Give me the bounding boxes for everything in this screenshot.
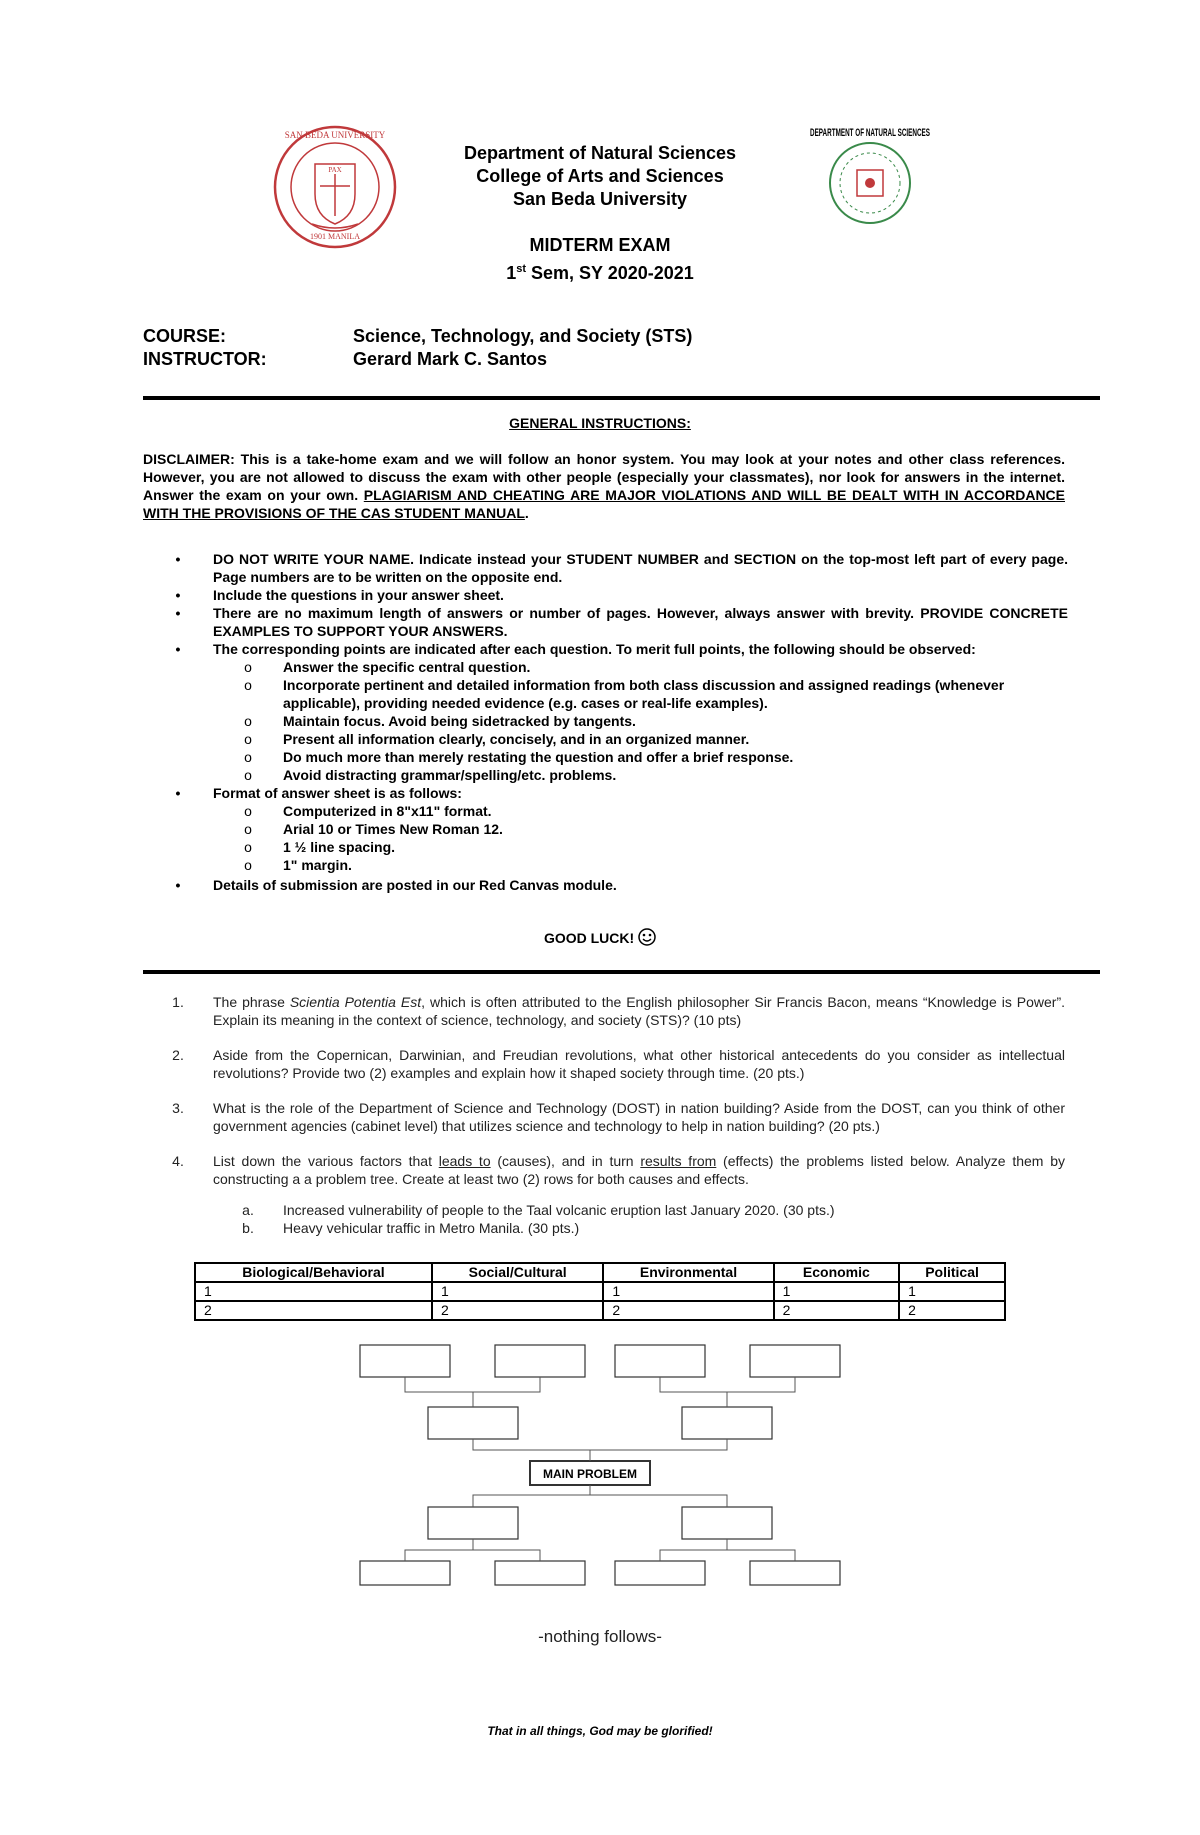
table-header: Economic bbox=[774, 1263, 899, 1282]
list-subitem: o 1 ½ line spacing. bbox=[244, 839, 396, 855]
connector-line bbox=[473, 1485, 727, 1507]
list-subitem: o 1" margin. bbox=[244, 857, 352, 873]
cause-box bbox=[682, 1507, 772, 1539]
problem-tree-diagram bbox=[355, 1335, 855, 1585]
course-value: Science, Technology, and Society (STS) bbox=[353, 326, 693, 346]
table-row bbox=[195, 1282, 1005, 1301]
effect-box bbox=[750, 1345, 840, 1377]
course-info bbox=[143, 325, 692, 371]
question-subitem: a. Increased vulnerability of people to the Taal volcanic eruption last January 2020. (30 pts.) bbox=[242, 1202, 835, 1218]
question-item: 2. Aside from the Copernican, Darwinian, and Freudian revolutions, what other historical antecedents do you consider as intellectual revolutions? Provide two (2) examples and explain how it shaped society through time. (20 pts.) bbox=[172, 1047, 1065, 1081]
table-row bbox=[195, 1301, 1005, 1320]
divider-top bbox=[143, 396, 1100, 400]
footer-motto: That in all things, God may be glorified! bbox=[487, 1724, 713, 1738]
connector-line bbox=[660, 1377, 795, 1407]
connector-line bbox=[660, 1539, 795, 1561]
table-header-row bbox=[195, 1263, 1005, 1282]
cause-box bbox=[615, 1561, 705, 1585]
good-luck-line bbox=[0, 928, 1200, 946]
seal-name-text: SAN BEDA UNIVERSITY bbox=[284, 130, 386, 140]
list-item: • Details of submission are posted in our Red Canvas module. bbox=[175, 877, 617, 893]
connector-line bbox=[405, 1377, 540, 1407]
question-subitem: b. Heavy vehicular traffic in Metro Manila. (30 pts.) bbox=[242, 1220, 580, 1236]
table-header: Political bbox=[899, 1263, 1005, 1282]
divider-bottom bbox=[143, 970, 1100, 974]
table-cell: 2 bbox=[774, 1301, 899, 1320]
list-subitem: o Do much more than merely restating the question and offer a brief response. bbox=[244, 749, 794, 765]
cause-box bbox=[428, 1507, 518, 1539]
table-header: Social/Cultural bbox=[432, 1263, 603, 1282]
question-list bbox=[143, 993, 1065, 1237]
list-item: • The corresponding points are indicated after each question. To merit full points, the following should be observed: bbox=[175, 641, 976, 657]
effect-box bbox=[495, 1345, 585, 1377]
list-subitem: o Present all information clearly, concisely, and in an organized manner. bbox=[244, 731, 750, 747]
table-cell: 1 bbox=[603, 1282, 773, 1301]
department-logo bbox=[805, 118, 935, 248]
list-item: • There are no maximum length of answers or number of pages. However, always answer with brevity. PROVIDE CONCRETE EXAMPLES TO SUPPORT YOUR ANSWERS. bbox=[175, 605, 1068, 639]
effect-box bbox=[428, 1407, 518, 1439]
header-institution bbox=[0, 142, 1200, 211]
disclaimer-label: DISCLAIMER: bbox=[143, 451, 235, 467]
dept-logo-text: DEPARTMENT OF NATURAL SCIENCES bbox=[810, 127, 930, 139]
disclaimer-paragraph: DISCLAIMER: This is a take-home exam and we will follow an honor system. You may look at your notes and other class references. However, you are not allowed to discuss the exam with other people (especially your classmates), nor look for answers in the internet. Answer the exam on your own. PLAGIARISM AND CHEATING ARE MAJOR VIOLATIONS AND WILL BE DEALT WITH IN ACCORDANCE WITH THE PROVISIONS OF THE CAS STUDENT MANUAL. bbox=[143, 451, 1065, 521]
list-subitem: o Maintain focus. Avoid being sidetracked by tangents. bbox=[244, 713, 636, 729]
college-name: College of Arts and Sciences bbox=[476, 166, 724, 186]
list-subitem: o Answer the specific central question. bbox=[244, 659, 531, 675]
instructor-value: Gerard Mark C. Santos bbox=[353, 349, 548, 369]
table-cell: 2 bbox=[195, 1301, 432, 1320]
list-item: • DO NOT WRITE YOUR NAME. Indicate instead your STUDENT NUMBER and SECTION on the top-most left part of every page. Page numbers are to be written on the opposite end. bbox=[175, 551, 1068, 585]
smiley-icon bbox=[638, 928, 656, 946]
list-subitem: o Avoid distracting grammar/spelling/etc. problems. bbox=[244, 767, 617, 783]
table-cell: 2 bbox=[603, 1301, 773, 1320]
question-item: 4. List down the various factors that leads to (causes), and in turn results from (effects) the problems listed below. Analyze them by constructing a a problem tree. Create at least two (2) rows for both causes and effects. bbox=[172, 1153, 1065, 1187]
exam-title: MIDTERM EXAM bbox=[529, 235, 671, 255]
list-item: • Format of answer sheet is as follows: bbox=[175, 785, 462, 801]
table-header: Biological/Behavioral bbox=[195, 1263, 432, 1282]
instructor-label: INSTRUCTOR: bbox=[143, 349, 267, 369]
connector-line bbox=[405, 1539, 540, 1561]
list-subitem: o Computerized in 8"x11" format. bbox=[244, 803, 492, 819]
list-subitem: o Arial 10 or Times New Roman 12. bbox=[244, 821, 503, 837]
table-cell: 2 bbox=[899, 1301, 1005, 1320]
causes-table bbox=[194, 1262, 1006, 1321]
university-name: San Beda University bbox=[512, 189, 688, 209]
cause-box bbox=[750, 1561, 840, 1585]
effect-box bbox=[615, 1345, 705, 1377]
disclaimer-warning: PLAGIARISM AND CHEATING ARE MAJOR VIOLATIONS AND WILL BE DEALT WITH IN ACCORDANCE WITH THE PROVISIONS OF THE CAS STUDENT MANUAL bbox=[143, 487, 1065, 521]
good-luck-text: GOOD LUCK! bbox=[543, 930, 635, 946]
question-item: 3. What is the role of the Department of Science and Technology (DOST) in nation building? Aside from the DOST, can you think of other government agencies (cabinet level) that utilizes science and technology to help in nation building? (20 pts.) bbox=[172, 1100, 1065, 1134]
table-header: Environmental bbox=[603, 1263, 773, 1282]
seal-motto-text: PAX bbox=[328, 166, 342, 174]
table-cell: 1 bbox=[432, 1282, 603, 1301]
table-cell: 1 bbox=[195, 1282, 432, 1301]
effect-box bbox=[360, 1345, 450, 1377]
disclaimer-text: This is a take-home exam and we will follow an honor system. You may look at your notes and other class references. However, you are not allowed to discuss the exam with other people (especially your classmates), nor look for answers in the internet. Answer the exam on your own. bbox=[143, 451, 1065, 503]
department-name: Department of Natural Sciences bbox=[463, 143, 737, 163]
instruction-bullets bbox=[143, 550, 1068, 894]
connector-line bbox=[473, 1439, 727, 1461]
list-subitem: o Incorporate pertinent and detailed information from both class discussion and assigned readings (whenever applicable), providing needed evidence (e.g. cases or real-life examples). bbox=[244, 677, 1005, 711]
seal-year-text: 1901 MANILA bbox=[310, 232, 360, 241]
exam-title-block bbox=[0, 233, 1200, 285]
nothing-follows: -nothing follows- bbox=[538, 1627, 662, 1646]
question-item: 1. The phrase Scientia Potentia Est, which is often attributed to the English philosopher Sir Francis Bacon, means “Knowledge is Power”. Explain its meaning in the context of science, technology, and society (STS)? (10 pts) bbox=[172, 994, 1065, 1028]
table-cell: 2 bbox=[432, 1301, 603, 1320]
effect-box bbox=[682, 1407, 772, 1439]
cause-box bbox=[360, 1561, 450, 1585]
cause-box bbox=[495, 1561, 585, 1585]
semester-line: 1st Sem, SY 2020-2021 bbox=[506, 263, 694, 283]
general-instructions-title: GENERAL INSTRUCTIONS: bbox=[509, 415, 691, 431]
table-cell: 1 bbox=[899, 1282, 1005, 1301]
main-problem-label: MAIN PROBLEM bbox=[543, 1467, 637, 1481]
course-label: COURSE: bbox=[143, 326, 227, 346]
list-item: • Include the questions in your answer sheet. bbox=[175, 587, 504, 603]
table-cell: 1 bbox=[774, 1282, 899, 1301]
